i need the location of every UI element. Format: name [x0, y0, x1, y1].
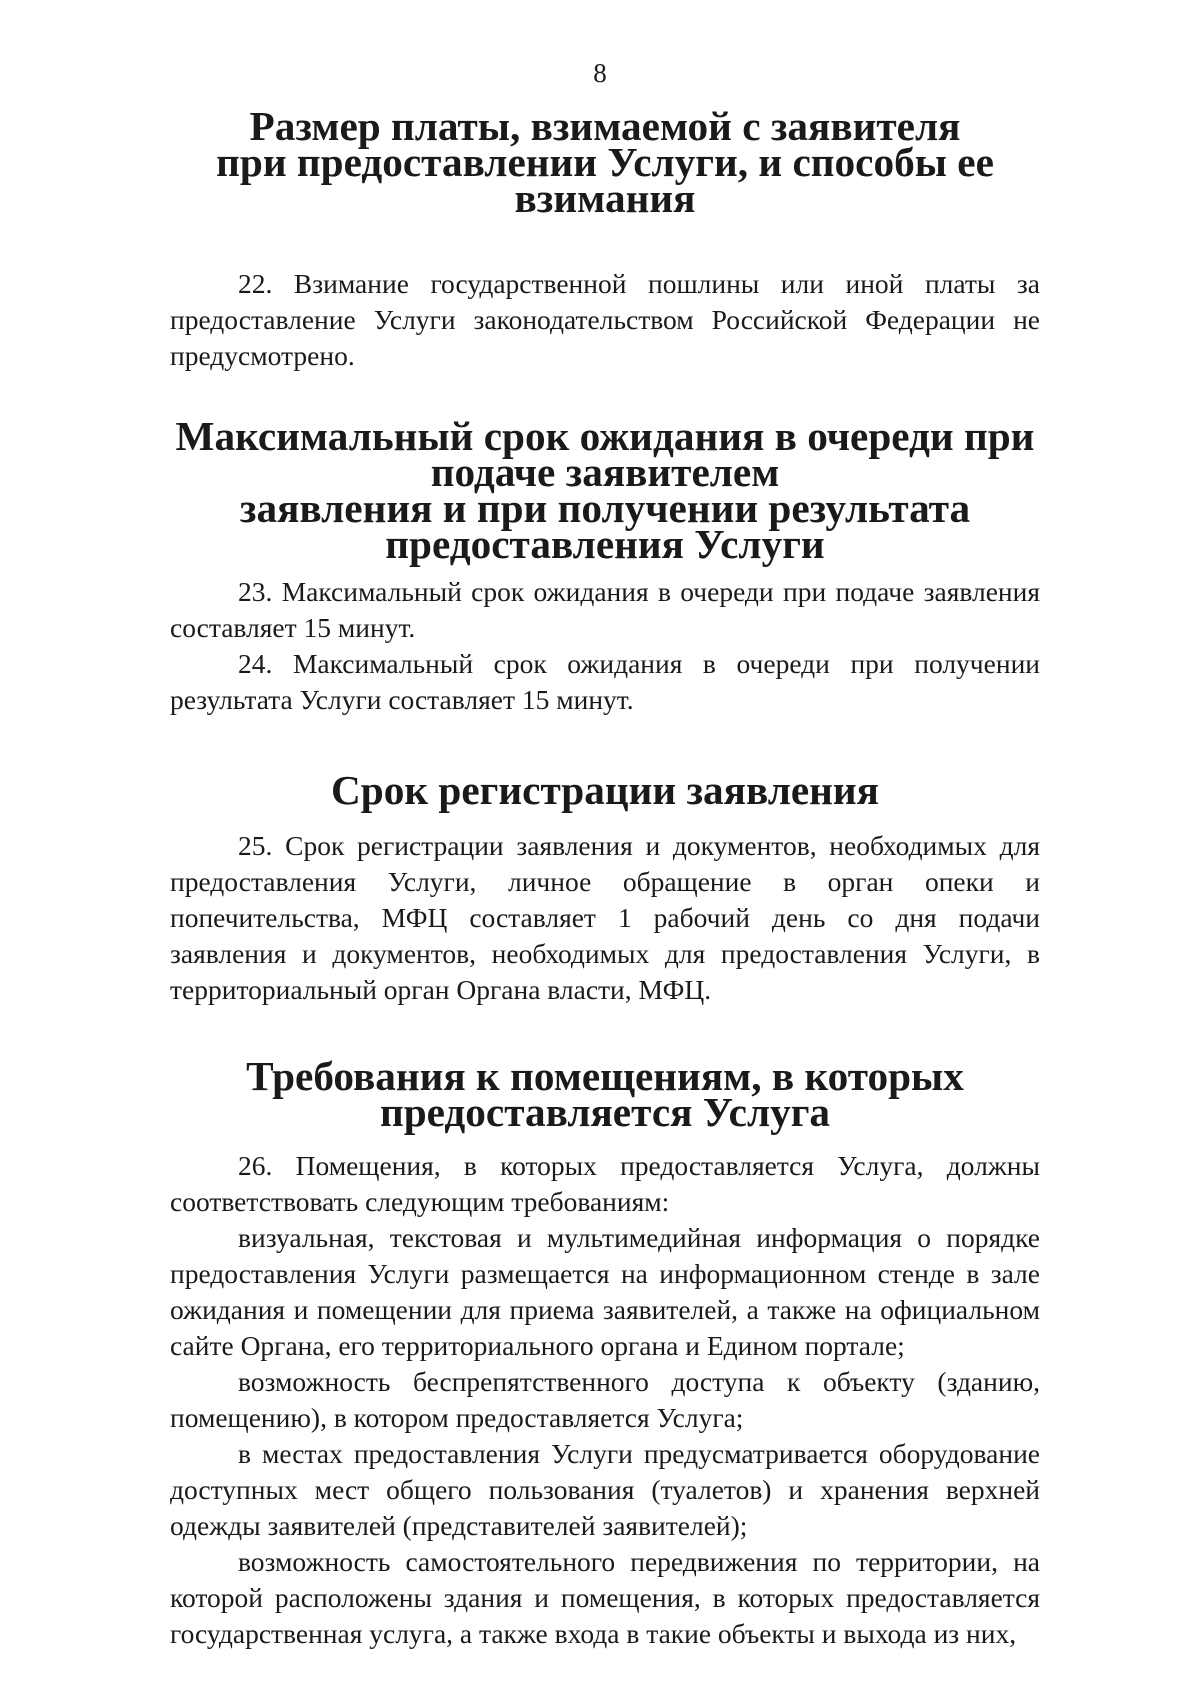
section-heading-registration: [170, 767, 1040, 813]
requirement-item: визуальная, текстовая и мультимедийная информация о порядке предоставления Услуги размещается на информационном стенде в зале ожидания и помещении для приема заявителей, а также на официальном сайте Органа, его территориального органа и Едином портале;: [170, 1222, 1040, 1361]
heading-line: Максимальный срок ожидания в очереди при подаче заявителем: [175, 413, 1035, 495]
section-heading-fee: [170, 103, 1040, 221]
requirement-item: возможность беспрепятственного доступа к объекту (зданию, помещению), в котором предоставляется Услуга;: [170, 1366, 1040, 1433]
section-heading-waiting: [170, 413, 1040, 567]
requirement-item: возможность самостоятельного передвижения по территории, на которой расположены здания и помещения, в которых предоставляется государственная услуга, а также входа в такие объекты и выхода из них,: [170, 1546, 1040, 1649]
paragraph-23: 23. Максимальный срок ожидания в очереди при подаче заявления составляет 15 минут.: [170, 576, 1040, 643]
requirement-item: в местах предоставления Услуги предусматривается оборудование доступных мест общего пользования (туалетов) и хранения верхней одежды заявителей (представителей заявителей);: [170, 1438, 1040, 1541]
heading-line: при предоставлении Услуги, и способы ее взимания: [216, 139, 994, 221]
paragraph-26: 26. Помещения, в которых предоставляется Услуга, должны соответствовать следующим требованиям:: [170, 1150, 1040, 1217]
paragraph-24: 24. Максимальный срок ожидания в очереди при получении результата Услуги составляет 15 минут.: [170, 648, 1040, 715]
paragraph-22: 22. Взимание государственной пошлины или иной платы за предоставление Услуги законодательством Российской Федерации не предусмотрено.: [170, 268, 1040, 371]
heading-line: Требования к помещениям, в которых предоставляется Услуга: [246, 1053, 964, 1135]
section-heading-premises: [170, 1053, 1040, 1135]
heading-line: заявления и при получении результата предоставления Услуги: [239, 485, 971, 567]
document-body: [170, 103, 1040, 1652]
heading-line: Размер платы, взимаемой с заявителя: [249, 103, 961, 149]
paragraph-25: 25. Срок регистрации заявления и документов, необходимых для предоставления Услуги, личное обращение в орган опеки и попечительства, МФЦ составляет 1 рабочий день со дня подачи заявления и документов, необходимых для предоставления Услуги, в территориальный орган Органа власти, МФЦ.: [170, 830, 1040, 1005]
page-number: 8: [593, 58, 607, 88]
heading-line: Срок регистрации заявления: [331, 767, 879, 813]
